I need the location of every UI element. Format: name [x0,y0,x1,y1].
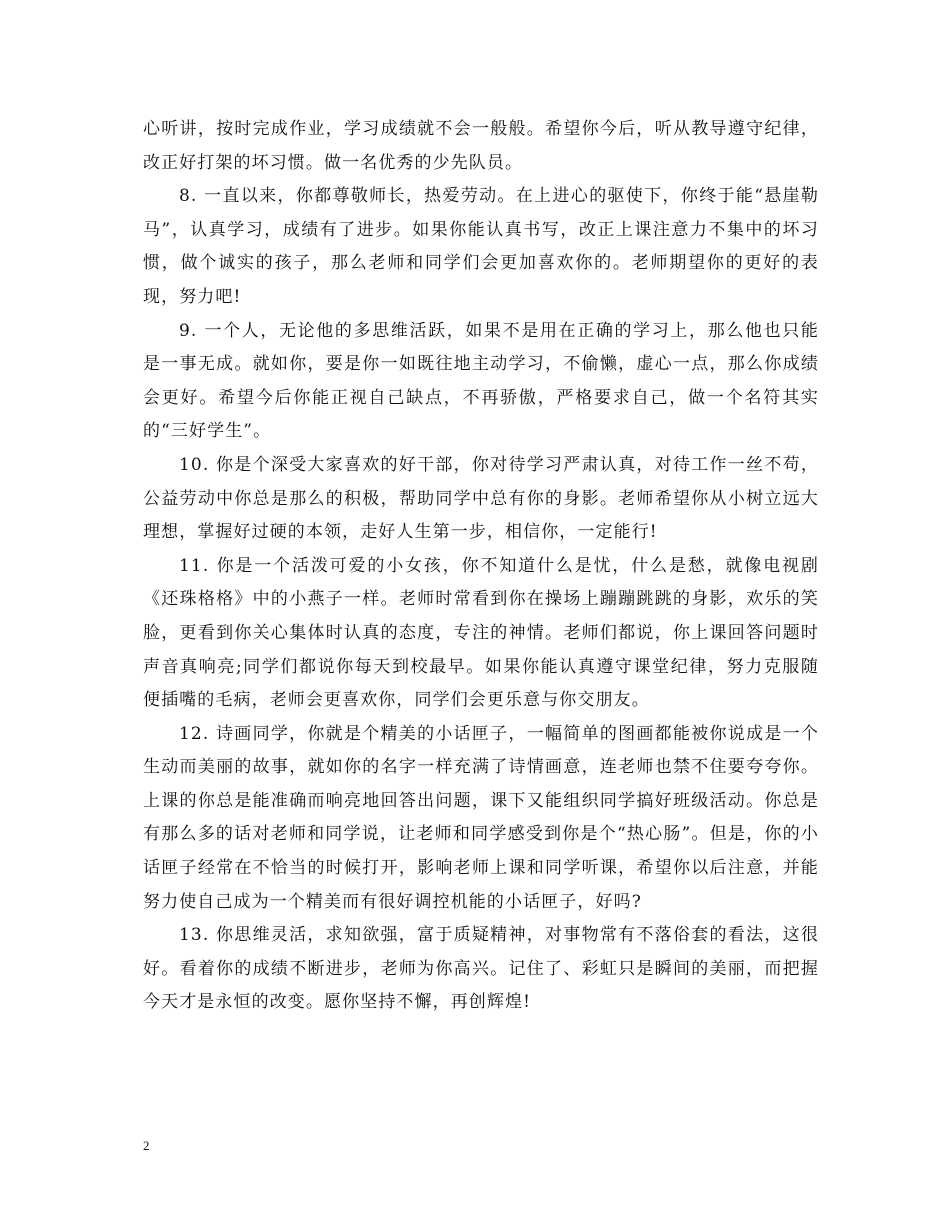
page-body [143,113,819,1020]
paragraph-comment-8: 8. 一直以来，你都尊敬师长，热爱劳动。在上进心的驱使下，你终于能“悬崖勒马”，认真学习，成绩有了进步。如果你能认真书写，改正上课注意力不集中的坏习惯，做个诚实的孩子，那么老师和同学们会更加喜欢你的。老师期望你的更好的表现，努力吧! [143,186,819,307]
paragraph-comment-13: 13. 你思维灵活，求知欲强，富于质疑精神，对事物常有不落俗套的看法，这很好。看着你的成绩不断进步，老师为你高兴。记住了、彩虹只是瞬间的美丽，而把握今天才是永恒的改变。愿你坚持不懈，再创辉煌! [143,925,819,1013]
paragraph-comment-10: 10. 你是个深受大家喜欢的好干部，你对待学习严肃认真，对待工作一丝不苟，公益劳动中你总是那么的积极，帮助同学中总有你的身影。老师希望你从小树立远大理想，掌握好过硬的本领，走好人生第一步，相信你，一定能行! [143,454,819,543]
paragraph-comment-11: 11. 你是一个活泼可爱的小女孩，你不知道什么是忧，什么是愁，就像电视剧《还珠格格》中的小燕子一样。老师时常看到你在操场上蹦蹦跳跳的身影，欢乐的笑脸，更看到你关心集体时认真的态度，专注的神情。老师们都说，你上课回答问题时声音真响亮;同学们都说你每天到校最早。如果你能认真遵守课堂纪律，努力克服随便插嘴的毛病，老师会更喜欢你，同学们会更乐意与你交朋友。 [143,555,819,711]
paragraph-continued: 心听讲，按时完成作业，学习成绩就不会一般般。希望你今后，听从教导遵守纪律，改正好打架的坏习惯。做一名优秀的少先队员。 [143,119,819,173]
page-number: 2 [143,1138,150,1153]
paragraph-comment-9: 9. 一个人，无论他的多思维活跃，如果不是用在正确的学习上，那么他也只能是一事无成。就如你，要是你一如既往地主动学习，不偷懒，虚心一点，那么你成绩会更好。希望今后你能正视自己缺点，不再骄傲，严格要求自己，做一个名符其实的“三好学生”。 [143,320,819,442]
paragraph-comment-12: 12. 诗画同学，你就是个精美的小话匣子，一幅简单的图画都能被你说成是一个生动而美丽的故事，就如你的名字一样充满了诗情画意，连老师也禁不住要夸夸你。上课的你总是能准确而响亮地回答出问题，课下又能组织同学搞好班级活动。你总是有那么多的话对老师和同学说，让老师和同学感受到你是个“热心肠”。但是，你的小话匣子经常在不恰当的时候打开，影响老师上课和同学听课，希望你以后注意，并能努力使自己成为一个精美而有很好调控机能的小话匣子，好吗? [143,723,819,912]
